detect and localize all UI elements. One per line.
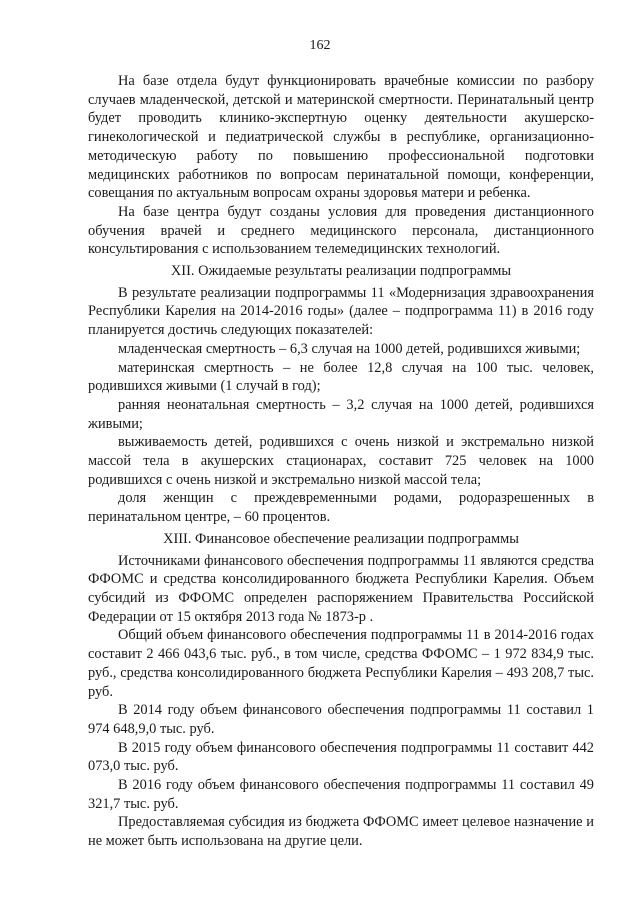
section-13-heading: XIII. Финансовое обеспечение реализации подпрограммы	[163, 530, 519, 547]
indicator-premature-births: доля женщин с преждевременными родами, родоразрешенных в перинатальном центре, – 60 процентов.	[88, 490, 594, 526]
section-12-intro: В результате реализации подпрограммы 11 «Модернизация здравоохранения Республики Карелия на 2014-2016 годы» (далее – подпрограмма 11) в 2016 году планируется достичь следующих показателей:	[88, 284, 594, 339]
section-12-heading: XII. Ожидаемые результаты реализации подпрограммы	[170, 263, 512, 280]
paragraph-distance-learning: На базе центра будут созданы условия для проведения дистанционного обучения врачей и среднего медицинского персонала, дистанционного консультирования с использованием телемедицинских технологий.	[88, 203, 594, 258]
paragraph-funding-2014: В 2014 году объем финансового обеспечения подпрограммы 11 составил 1 974 648,9,0 тыс. руб.	[88, 702, 594, 737]
indicator-infant-mortality: младенческая смертность – 6,3 случая на 1000 детей, родившихся живыми;	[118, 340, 581, 357]
paragraph-subsidy-purpose: Предоставляемая субсидия из бюджета ФФОМС имеет целевое назначение и не может быть использована на другие цели.	[88, 814, 594, 850]
paragraph-funding-sources: Источниками финансового обеспечения подпрограммы 11 являются средства ФФОМС и средства консолидированного бюджета Республики Карелия. Объем субсидий из ФФОМС определен распоряжением Правительства Российской Федерации от 15 октября 2013 года № 1873-р .	[88, 552, 594, 625]
paragraph-total-funding: Общий объем финансового обеспечения подпрограммы 11 в 2014-2016 годах составит 2 466 043,6 тыс. руб., в том числе, средства ФФОМС – 1 972 834,9 тыс. руб., средства консолидированного бюджета Республики Карелия – 493 208,7 тыс. руб.	[88, 627, 594, 700]
indicator-neonatal-mortality: ранняя неонатальная смертность – 3,2 случая на 1000 детей, родившихся живыми;	[88, 396, 594, 432]
page-content	[88, 72, 594, 851]
paragraph-funding-2015: В 2015 году объем финансового обеспечения подпрограммы 11 составит 442 073,0 тыс. руб.	[88, 739, 594, 775]
paragraph-funding-2016: В 2016 году объем финансового обеспечения подпрограммы 11 составил 49 321,7 тыс. руб.	[88, 777, 594, 812]
indicator-survival: выживаемость детей, родившихся с очень низкой и экстремально низкой массой тела в акушерских стационарах, составит 725 человек на 1000 родившихся с очень низкой и экстремально низкой массой тела;	[88, 434, 594, 488]
paragraph-commissions: На базе отдела будут функционировать врачебные комиссии по разбору случаев младенческой, детской и материнской смертности. Перинатальный центр будет проводить клинико-экспертную оценку деятельности акушерско-гинекологической и педиатрической службы в республике, организационно-методическую работу по повышению профессиональной подготовки медицинских работников по вопросам перинатальной помощи, конференции, совещания по актуальным вопросам охраны здоровья матери и ребенка.	[88, 73, 594, 202]
indicator-maternal-mortality: материнская смертность – не более 12,8 случая на 100 тыс. человек, родившихся живыми (1 случай в год);	[88, 359, 594, 395]
page-number: 162	[309, 38, 331, 53]
